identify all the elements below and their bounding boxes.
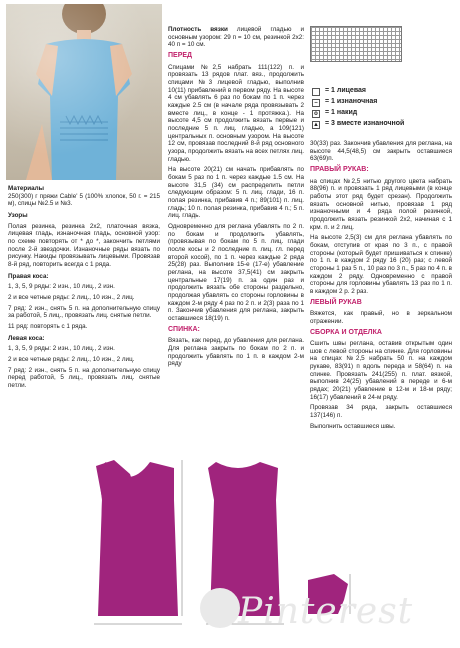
front-text-3: Одновременно для реглана убавлять по 2 п. по бокам и продолжить убавлять, (провязывая по бокам по 5 п. лиц. глади после косы и 2 последние п. лиц. гл. перед второй косой), по 1 п. через каждые 2 ряда 25(28) раз. Выполнив 15-е (17-е) убавление реглана, на высоте 37,5(41) см закрыть центральные 17(19) п. за один раз и продолжить вязать обе стороны раздельно, продолжая убавлять со стороны горловины в каждом 2-м ряду 4 раз по 2 п. и 2(3) раза по 1 п. Закончив убавления для реглана, закрыть оставшиеся 18(19) п. [168, 222, 304, 323]
right-cable-row: 2 и все четные ряды: 2 лиц., 10 изн., 2 лиц. [8, 294, 135, 302]
right-cable-row: 1, 3, 5, 9 ряды: 2 изн., 10 лиц., 2 изн. [8, 283, 115, 291]
left-column [8, 185, 160, 393]
right-cable-row: 7 ряд: 2 изн., снять 5 п. на дополнительную спицу за работой, 5 лиц., провязать лиц. снятые петли. [8, 304, 160, 320]
knit-symbol-icon [312, 88, 320, 96]
patterns-text: Полая резинка, резинка 2х2, платочная вязка, лицевая гладь, изнаночная гладь, основной узор: по схеме повторять от * до *, закончить петлями после 2-й звездочки. Изнаночные ряды вязать по рисунку. Накиды провязывать лицевыми. Провязав 8-й ряд, повторить всегда с 1 ряда. [8, 222, 160, 269]
watermark: Pinterest [238, 591, 414, 632]
left-cable-title: Левая коса: [8, 334, 45, 342]
left-cable-row: 2 и все четные ряды: 2 лиц., 10 изн., 2 лиц. [8, 356, 135, 364]
right-sleeve-text-2: На высоте 2,5(3) см для реглана убавлять по бокам, отступив от края по 3 п., с правой стороны (который будет пришиваться к спинке) по 1 п. в каждом 2 ряду 16 (20) раз; с левой стороны 1 раз 5 п., 10 раз по 3 п., 5 раз по 4 п. в каждом 2 ряду. Одновременно с правой стороны для горловины убавлять 13 раз по 1 п. в каждом 2 р. 2 раз. [310, 234, 452, 295]
legend-item: = 1 лицевая [312, 86, 404, 97]
assembly-text-3: Выполнить оставшиеся швы. [310, 422, 396, 430]
legend-item: – = 1 изнаночная [312, 97, 404, 108]
front-text-2: На высоте 20(21) см начать прибавлять по бокам 5 раз по 1 п. через каждые 1.5 см. На высоте 31,5 (34) см распределить петли следующим образом: 5 п. лиц. глади, 16 п. полая резинка, прибавив 4 п.; 89(101) п. лиц. гладь; 10 п. полая резинка, прибавив 4 п.; 5 п. лиц. гладь. [168, 166, 304, 220]
back-text-2: 30(33) раз. Закончив убавления для реглана, на высоте 44,5(48,5) см закрыть оставшиеся 63(69)п. [310, 140, 452, 163]
left-sleeve-text: Вяжется, как правый, но в зеркальном отражении. [310, 310, 452, 325]
left-cable-row: 1, 3, 5, 9 ряды: 2 изн., 10 лиц., 2 изн. [8, 345, 115, 353]
back-title: СПИНКА: [168, 325, 200, 333]
front-title: ПЕРЕД [168, 52, 193, 60]
yarn-over-icon: o [312, 110, 320, 118]
pinterest-logo-icon [200, 588, 240, 628]
knitting-chart [310, 26, 402, 62]
density-text: лицевой гладью и основным узором: 29 п = 10 см, резинкой 2х2: 40 п = 10 см. [168, 26, 304, 49]
right-sleeve-title: ПРАВЫЙ РУКАВ: [310, 166, 369, 174]
assembly-text-2: Провязав 34 ряда, закрыть оставшиеся 137(146) п. [310, 404, 452, 420]
three-together-icon: ▲ [313, 121, 319, 128]
right-cable-row: 11 ряд: повторять с 1 ряда. [8, 323, 88, 331]
purl-symbol-icon: – [312, 99, 320, 107]
right-cable-title: Правая коса: [8, 272, 49, 280]
legend-item: o = 1 накид [312, 108, 404, 119]
materials-title: Материалы [8, 185, 45, 192]
legend [312, 86, 404, 130]
front-text: Спицами №2,5 набрать 111(122) п. и провязать 13 рядов плат. вяз., продолжить спицами №3 лицевой гладью, выполнив 10(11) прибавлений в первом ряду. На высоте 4 см убавлять 6 раз по бокам по 1 п. через каждые 2.5 см (в начале ряда провязывать 2 вместе лиц., в конце - 1 протяжка.). На высоте 4,5 см продолжить вязать первые и последние 5 п. лиц. гладью, а 109(121) центральных п. основным узором. На высоте 12 см, провязав последний 8-й ряд основного узора, продолжить вязать на всех петлях лиц. гладью. [168, 63, 304, 163]
right-sleeve-text: на спицах №2,5 нитью другого цвета набрать 88(96) п. и провязать 1 ряд лицевыми (в конце работы этот ряд будет срезан). Продолжить вязать основной нитью, провязав 1 ряд изнаночными и 4 ряда полой резинкой, продолжить вязать резинкой 2х2, начиная с 1 крм. п. и 2 лиц. [310, 177, 452, 231]
assembly-title: СБОРКА И ОТДЕЛКА [310, 328, 382, 336]
materials-text: 250(300) г пряжи Cable' 5 (100% хлопок, 50 г. = 215 м), спицы №2.5 и №3. [8, 192, 160, 208]
model-photo [6, 4, 162, 180]
patterns-title: Узоры [8, 212, 28, 220]
left-sleeve-title: ЛЕВЫЙ РУКАВ [310, 298, 362, 306]
back-text: Вязать, как перед, до убавления для реглана. Для реглана закрыть по бокам по 2 п. и продолжить убавлять по 1 п. в каждом 2-м ряду [168, 337, 304, 368]
density-title: Плотность вязки [168, 26, 228, 33]
front-panel [98, 462, 178, 616]
assembly-text: Сшить швы реглана, оставив открытым один шов с левой стороны на спинке. Для горловины на спицах №2,5 набрать 50 п. на каждом рукаве, 83(91) п вдоль переда и 58(64) п. на спинке. Провязать 241(255) п. плат. вязкой, выполнив 24(25) убавлений в переде и 6-м рядах; 20(21) убавление в 12-м и 18-м ряду; 16(17) убавлений в 24-м ряду. [310, 340, 452, 401]
legend-item: ▲ = 3 вместе изнаночной [313, 120, 405, 128]
right-column [310, 140, 452, 433]
middle-column [168, 26, 304, 371]
left-cable-row: 7 ряд: 2 изн., снять 5 п. на дополнительную спицу перед работой, 5 лиц., провязать лиц. снятые петли. [8, 366, 160, 390]
